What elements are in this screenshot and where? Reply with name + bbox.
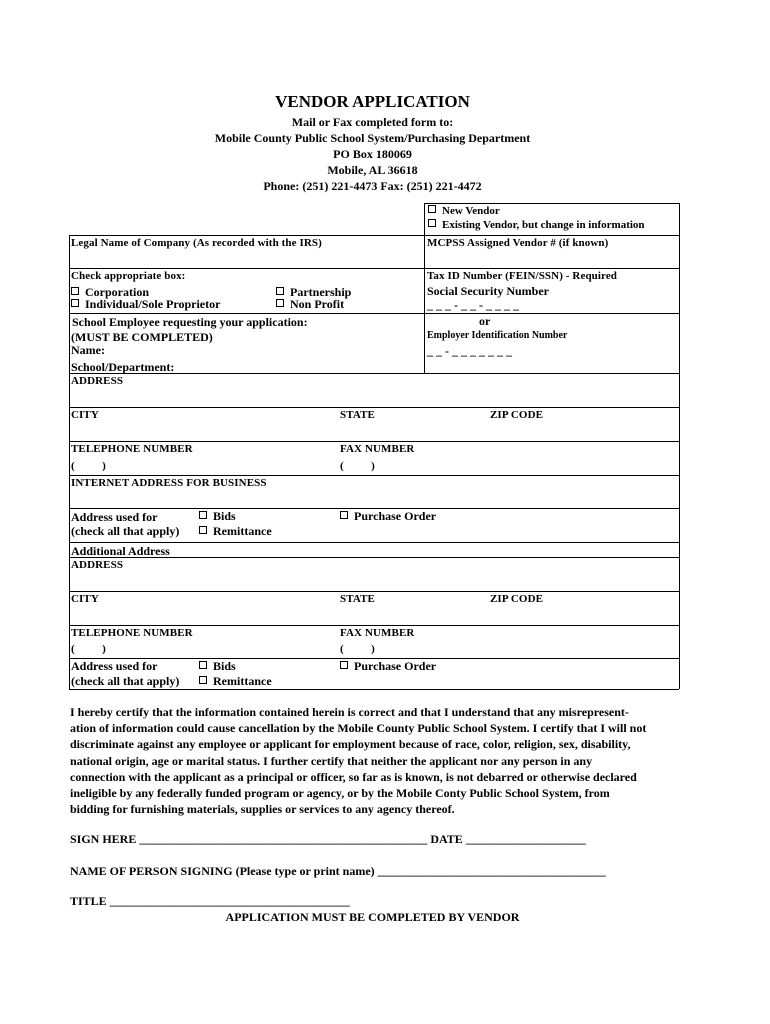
state-label: STATE [340, 409, 375, 421]
page-title: VENDOR APPLICATION [275, 92, 470, 111]
legal-name-field[interactable] [70, 250, 423, 267]
sign-here-line[interactable]: SIGN HERE ________________________________________________ DATE ____________________ [70, 832, 586, 846]
certification-line: connection with the applicant as a principal or officer, so far as is known, is not debarred or otherwise declared [70, 769, 637, 784]
check-all-label: (check all that apply) [71, 524, 180, 538]
checkbox-icon [71, 287, 79, 295]
additional-zip-label: ZIP CODE [490, 593, 544, 605]
additional-telephone-label: TELEPHONE NUMBER [71, 627, 193, 639]
new-vendor-checkbox[interactable]: New Vendor [428, 205, 500, 217]
vendor-number-field[interactable] [425, 250, 678, 267]
ssn-field[interactable]: _ _ _ - _ _ - _ _ _ _ [427, 298, 519, 312]
additional-fax-label: FAX NUMBER [340, 627, 415, 639]
entity-label: Check appropriate box: [71, 270, 186, 282]
internet-address-label: INTERNET ADDRESS FOR BUSINESS [71, 477, 267, 489]
footer-notice: APPLICATION MUST BE COMPLETED BY VENDOR [225, 910, 520, 924]
employee-name-label[interactable]: Name: [71, 343, 105, 357]
name-signing-line[interactable]: NAME OF PERSON SIGNING (Please type or print name) ______________________________________ [70, 864, 606, 878]
purchase-order-checkbox[interactable]: Purchase Order [340, 509, 436, 524]
additional-fax-field[interactable]: ( ) [340, 643, 375, 655]
additional-address-label: ADDRESS [71, 559, 124, 571]
address-label: ADDRESS [71, 375, 124, 387]
corporation-checkbox[interactable]: Corporation [71, 285, 149, 300]
fax-field[interactable]: ( ) [340, 460, 375, 472]
legal-name-label: Legal Name of Company (As recorded with the IRS) [71, 237, 322, 249]
zip-label: ZIP CODE [490, 409, 544, 421]
additional-state-label: STATE [340, 593, 375, 605]
certification-text [70, 704, 685, 817]
city-label: CITY [71, 409, 99, 421]
certification-line: national origin, age or marital status. I further certify that neither the applicant nor any person in any [70, 753, 593, 768]
additional-remittance-checkbox[interactable]: Remittance [199, 674, 272, 689]
additional-check-all-label: (check all that apply) [71, 674, 180, 688]
checkbox-icon [428, 205, 436, 213]
telephone-field[interactable]: ( ) [71, 460, 106, 472]
remittance-checkbox[interactable]: Remittance [199, 524, 272, 539]
telephone-label: TELEPHONE NUMBER [71, 443, 193, 455]
mail-instruction: Mail or Fax completed form to: [291, 115, 454, 129]
individual-checkbox[interactable]: Individual/Sole Proprietor [71, 297, 220, 312]
existing-vendor-checkbox[interactable]: Existing Vendor, but change in information [428, 219, 645, 231]
ssn-label: Social Security Number [427, 284, 549, 298]
po-box: PO Box 180069 [333, 147, 412, 161]
checkbox-icon [199, 511, 207, 519]
additional-city-label: CITY [71, 593, 99, 605]
additional-used-for-label: Address used for [71, 659, 158, 673]
checkbox-icon [199, 661, 207, 669]
checkbox-icon [276, 299, 284, 307]
additional-address-heading: Additional Address [71, 544, 170, 558]
certification-line: discriminate against any employee or applicant for employment because of race, color, religion, sex, disability, [70, 737, 631, 752]
additional-purchase-order-checkbox[interactable]: Purchase Order [340, 659, 436, 674]
address-field[interactable] [70, 388, 678, 406]
bids-checkbox[interactable]: Bids [199, 509, 236, 524]
additional-bids-checkbox[interactable]: Bids [199, 659, 236, 674]
vendor-number-label: MCPSS Assigned Vendor # (if known) [427, 237, 609, 249]
phone-fax: Phone: (251) 221-4473 Fax: (251) 221-4472 [263, 179, 482, 193]
ein-field[interactable]: _ _ - _ _ _ _ _ _ _ [427, 344, 512, 358]
ein-label: Employer Identification Number [427, 330, 568, 341]
checkbox-icon [340, 661, 348, 669]
nonprofit-checkbox[interactable]: Non Profit [276, 297, 344, 312]
checkbox-icon [199, 676, 207, 684]
school-department-label[interactable]: School/Department: [71, 360, 175, 374]
must-complete-label: (MUST BE COMPLETED) [71, 330, 213, 344]
checkbox-icon [199, 526, 207, 534]
city-state-zip: Mobile, AL 36618 [327, 163, 418, 177]
title-line[interactable]: TITLE ________________________________________ [70, 894, 350, 908]
certification-line: ation of information could cause cancellation by the Mobile County Public School System. I certify that I will not [70, 721, 647, 736]
checkbox-icon [71, 299, 79, 307]
certification-line: I hereby certify that the information contained herein is correct and that I understand that any misrepresent- [70, 705, 629, 719]
additional-address-field[interactable] [70, 572, 678, 590]
checkbox-icon [428, 219, 436, 227]
additional-telephone-field[interactable]: ( ) [71, 643, 106, 655]
department-name: Mobile County Public School System/Purchasing Department [214, 131, 531, 145]
partnership-checkbox[interactable]: Partnership [276, 285, 351, 300]
or-label: or [479, 314, 491, 328]
checkbox-icon [340, 511, 348, 519]
fax-label: FAX NUMBER [340, 443, 415, 455]
certification-line: ineligible by any federally funded program or agency, or by the Mobile Conty Public School System, from [70, 786, 610, 801]
certification-line: bidding for furnishing materials, supplies or services to any agency thereof. [70, 802, 455, 817]
address-used-for-label: Address used for [71, 510, 158, 524]
tax-id-label: Tax ID Number (FEIN/SSN) - Required [427, 270, 618, 282]
employee-label: School Employee requesting your application: [72, 315, 308, 329]
checkbox-icon [276, 287, 284, 295]
